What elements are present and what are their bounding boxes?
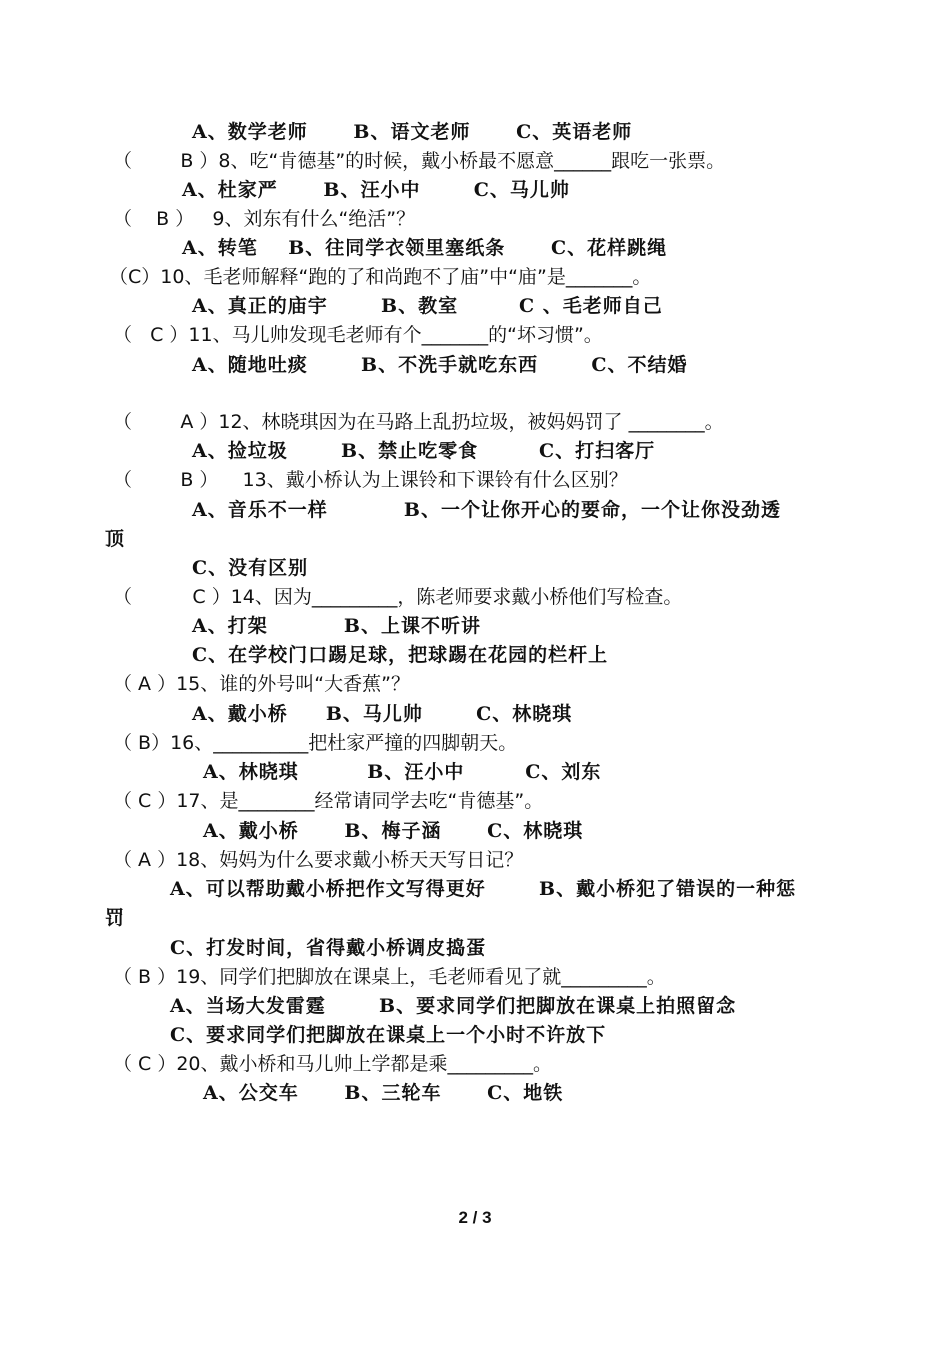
q19-option-c: C、要求同学们把脚放在课桌上一个小时不许放下 bbox=[170, 1024, 607, 1046]
q17-options: A、戴小桥 B、梅子涵 C、林晓琪 bbox=[203, 820, 584, 842]
q16-options: A、林晓琪 B、汪小中 C、刘东 bbox=[203, 761, 602, 783]
q11-options: A、随地吐痰 B、不洗手就吃东西 C、不结婚 bbox=[192, 354, 688, 376]
q13-options-wrap: 顶 bbox=[105, 528, 126, 550]
q14-option-c: C、在学校门口踢足球，把球踢在花园的栏杆上 bbox=[192, 644, 609, 666]
q8-question: （ B ）8、吃“肯德基”的时候，戴小桥最不愿意______跟吃一张票。 bbox=[113, 150, 726, 172]
q20-question: （ C ）20、戴小桥和马儿帅上学都是乘_________。 bbox=[113, 1053, 553, 1075]
q18-question: （ A ）18、妈妈为什么要求戴小桥天天写日记？ bbox=[113, 849, 524, 871]
q10-question: （C）10、毛老师解释“跑的了和尚跑不了庙”中“庙”是_______。 bbox=[109, 266, 652, 288]
q16-question: （ B）16、__________把杜家严撞的四脚朝天。 bbox=[113, 732, 518, 754]
q11-question: （ C ）11、马儿帅发现毛老师有个_______的“坏习惯”。 bbox=[113, 324, 603, 346]
q13-options: A、音乐不一样 B、一个让你开心的要命，一个让你没劲透 bbox=[192, 499, 781, 521]
q12-options: A、捡垃圾 B、禁止吃零食 C、打扫客厅 bbox=[192, 440, 656, 462]
q18-option-c: C、打发时间，省得戴小桥调皮捣蛋 bbox=[170, 937, 487, 959]
q20-options: A、公交车 B、三轮车 C、地铁 bbox=[203, 1082, 564, 1104]
q19-options: A、当场大发雷霆 B、要求同学们把脚放在课桌上拍照留念 bbox=[170, 995, 737, 1017]
q12-question: （ A ）12、林晓琪因为在马路上乱扔垃圾，被妈妈罚了 ________。 bbox=[113, 411, 724, 433]
q18-options: A、可以帮助戴小桥把作文写得更好 B、戴小桥犯了错误的一种惩 bbox=[170, 878, 797, 900]
q10-options: A、真正的庙宇 B、教室 C 、毛老师自己 bbox=[192, 295, 663, 317]
q13-option-c: C、没有区别 bbox=[192, 557, 309, 579]
q9-question: （ B ） 9、刘东有什么“绝活”？ bbox=[113, 208, 416, 230]
q7-options: A、数学老师 B、语文老师 C、英语老师 bbox=[192, 121, 633, 143]
q14-options: A、打架 B、上课不听讲 bbox=[192, 615, 481, 637]
q19-question: （ B ）19、同学们把脚放在课桌上，毛老师看见了就_________。 bbox=[113, 966, 666, 988]
q13-question: （ B ） 13、戴小桥认为上课铃和下课铃有什么区别？ bbox=[113, 469, 628, 491]
q9-options: A、转笔 B、往同学衣领里塞纸条 C、花样跳绳 bbox=[182, 237, 668, 259]
page-number: 2 / 3 bbox=[458, 1208, 492, 1227]
q17-question: （ C ）17、是________经常请同学去吃“肯德基”。 bbox=[113, 790, 544, 812]
q15-question: （ A ）15、谁的外号叫“大香蕉”？ bbox=[113, 673, 410, 695]
q8-options: A、杜家严 B、汪小中 C、马儿帅 bbox=[182, 179, 570, 201]
q18-options-wrap: 罚 bbox=[105, 907, 126, 929]
q15-options: A、戴小桥 B、马儿帅 C、林晓琪 bbox=[192, 703, 573, 725]
q14-question: （ C ）14、因为_________，陈老师要求戴小桥他们写检查。 bbox=[113, 586, 683, 608]
